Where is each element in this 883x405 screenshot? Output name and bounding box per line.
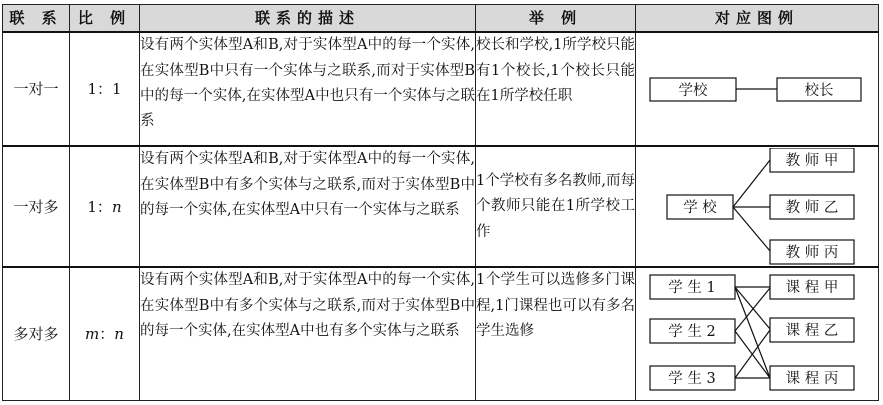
header-relation: 联 系 (3, 5, 70, 33)
one-to-many-diagram (642, 148, 872, 266)
relation-description: 设有两个实体型A和B,对于实体型A中的每一个实体,在实体型B中有多个实体与之联系,而对于实体型B中的每一个实体,在实体型A中只有一个实体与之联系 (140, 146, 476, 267)
header-ratio: 比 例 (70, 5, 140, 33)
entity-school-label: 学 校 (683, 199, 717, 216)
header-description: 联系的描述 (140, 5, 476, 33)
entity-teacher-c-label: 教 师 丙 (785, 244, 839, 261)
entity-principal-label: 校长 (804, 83, 834, 100)
diagram-many-to-many (636, 267, 879, 400)
entity-course-c-label: 课 程 丙 (785, 371, 839, 388)
entity-school-label: 学校 (678, 83, 708, 100)
relation-example: 1个学生可以选修多门课程,1门课程也可以有多名学生选修 (476, 267, 636, 400)
entity-student-1-label: 学 生 1 (668, 280, 716, 297)
relation-type: 多对多 (3, 267, 70, 400)
link-line (733, 207, 770, 251)
header-diagram: 对应图例 (636, 5, 879, 33)
table-row (3, 32, 879, 146)
relation-type: 一对多 (3, 146, 70, 267)
table-row (3, 267, 879, 400)
header-row (3, 5, 879, 33)
header-example: 举 例 (476, 5, 636, 33)
link-line (735, 287, 770, 329)
table-row (3, 146, 879, 267)
relation-type: 一对一 (3, 32, 70, 146)
entity-student-3-label: 学 生 3 (668, 371, 716, 388)
link-line (733, 160, 770, 207)
many-to-many-diagram (642, 274, 872, 394)
diagram-one-to-one (636, 32, 879, 146)
entity-course-b-label: 课 程 乙 (785, 323, 839, 340)
relation-example: 校长和学校,1所学校只能有1个校长,1个校长只能在1所学校任职 (476, 32, 636, 146)
link-line (735, 287, 770, 378)
relation-description: 设有两个实体型A和B,对于实体型A中的每一个实体,在实体型B中有多个实体与之联系,而对于实体型B中的每一个实体,在实体型A中也有多个实体与之联系 (140, 267, 476, 400)
relation-ratio: 1：n (70, 146, 140, 267)
entity-teacher-b-label: 教 师 乙 (785, 199, 839, 216)
link-line (735, 288, 770, 331)
relation-ratio: 1：1 (70, 32, 140, 146)
relation-example: 1个学校有多名教师,而每个教师只能在1所学校工作 (476, 146, 636, 267)
diagram-one-to-many (636, 146, 879, 267)
entity-teacher-a-label: 教 师 甲 (785, 152, 839, 169)
entity-student-2-label: 学 生 2 (668, 324, 716, 341)
one-to-one-diagram (642, 59, 872, 119)
relation-description: 设有两个实体型A和B,对于实体型A中的每一个实体,在实体型B中只有一个实体与之联系,而对于实体型B中的每一个实体,在实体型A中也只有一个实体与之联系 (140, 32, 476, 146)
relation-ratio: m：n (70, 267, 140, 400)
relationship-table (2, 4, 879, 401)
entity-course-a-label: 课 程 甲 (785, 280, 839, 297)
